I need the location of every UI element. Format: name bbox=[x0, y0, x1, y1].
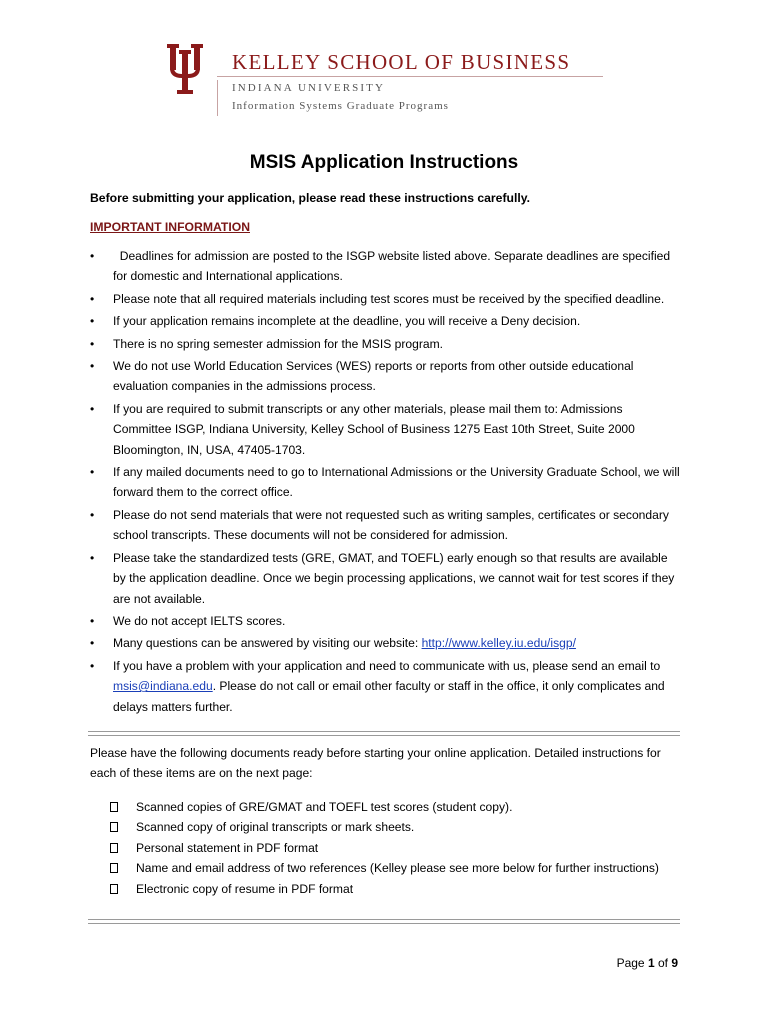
bullet-icon: • bbox=[90, 465, 95, 480]
list-item: • If any mailed documents need to go to International Admissions or the University Graduate School, we will forward them to the correct office. bbox=[90, 462, 680, 503]
checkbox-icon bbox=[110, 884, 118, 894]
school-name: KELLEY SCHOOL OF BUSINESS bbox=[232, 50, 571, 74]
bullet-icon: • bbox=[90, 249, 95, 263]
list-item: • If you are required to submit transcripts or any other materials, please mail them to: Admissions Committee ISGP, Indiana University, Kelley School of Business 1275 East 10th Street, Suite 2000 Bloomington, IN, USA, 47405-1703. bbox=[90, 399, 680, 460]
checklist-item: Personal statement in PDF format bbox=[110, 838, 670, 858]
website-link[interactable]: http://www.kelley.iu.edu/isgp/ bbox=[421, 636, 576, 651]
documents-checklist bbox=[110, 797, 670, 899]
bullet-icon: • bbox=[90, 359, 95, 374]
email-link[interactable]: msis@indiana.edu bbox=[113, 679, 213, 694]
list-item: • We do not use World Education Services (WES) reports or reports from other outside educational evaluation companies in the admissions process. bbox=[90, 356, 680, 397]
bullet-icon: • bbox=[90, 314, 95, 329]
bullet-icon: • bbox=[90, 658, 95, 673]
checklist-item: Scanned copy of original transcripts or mark sheets. bbox=[110, 817, 670, 837]
iu-trident-logo-icon bbox=[165, 44, 205, 98]
checklist-item: Scanned copies of GRE/GMAT and TOEFL test scores (student copy). bbox=[110, 797, 670, 817]
page-number: Page 1 of 9 bbox=[616, 956, 678, 970]
important-heading: IMPORTANT INFORMATION bbox=[90, 220, 250, 234]
header-vertical-divider bbox=[217, 80, 218, 116]
bullet-icon: • bbox=[90, 336, 95, 351]
bullet-icon: • bbox=[90, 401, 95, 416]
checkbox-icon bbox=[110, 822, 118, 832]
list-item: • Please note that all required materials including test scores must be received by the specified deadline. bbox=[90, 289, 680, 309]
checkbox-icon bbox=[110, 843, 118, 853]
checkbox-icon bbox=[110, 863, 118, 873]
bullet-icon: • bbox=[90, 550, 95, 565]
university-name: INDIANA UNIVERSITY bbox=[232, 82, 385, 94]
checklist-item: Electronic copy of resume in PDF format bbox=[110, 879, 670, 899]
list-item: • There is no spring semester admission for the MSIS program. bbox=[90, 334, 680, 354]
bullet-icon: • bbox=[90, 613, 95, 628]
page-title: MSIS Application Instructions bbox=[249, 152, 519, 173]
letterhead bbox=[165, 44, 605, 118]
list-item: • Please do not send materials that were not requested such as writing samples, certificates or secondary school transcripts. These documents will not be considered for admission. bbox=[90, 505, 680, 546]
list-item: • If you have a problem with your application and need to communicate with us, please send an email to msis@indiana.edu. Please do not call or email other faculty or staff in the office, it only complicates and delays matters further. bbox=[90, 656, 680, 717]
section-divider-top bbox=[88, 731, 680, 736]
documents-intro: Please have the following documents ready before starting your online application. Detailed instructions for each of these items are on the next page: bbox=[90, 746, 661, 781]
list-item: • If your application remains incomplete at the deadline, you will receive a Deny decision. bbox=[90, 311, 680, 331]
list-item: • Please take the standardized tests (GRE, GMAT, and TOEFL) early enough so that results are available by the application deadline. Once we begin processing applications, we cannot wait for test scores if they are not available. bbox=[90, 548, 680, 609]
list-item: • Deadlines for admission are posted to the ISGP website listed above. Separate deadlines are specified for domestic and International applications. bbox=[90, 246, 680, 287]
bullet-icon: • bbox=[90, 507, 95, 522]
section-divider-bottom bbox=[88, 919, 680, 924]
list-item: • Many questions can be answered by visiting our website: http://www.kelley.iu.edu/isgp/ bbox=[90, 633, 680, 653]
checkbox-icon bbox=[110, 802, 118, 812]
header-divider bbox=[217, 76, 603, 77]
bullet-icon: • bbox=[90, 636, 95, 651]
intro-text: Before submitting your application, please read these instructions carefully. bbox=[90, 191, 530, 205]
important-info-list bbox=[90, 246, 680, 717]
bullet-icon: • bbox=[90, 291, 95, 306]
program-name: Information Systems Graduate Programs bbox=[232, 100, 449, 112]
list-item: • We do not accept IELTS scores. bbox=[90, 611, 680, 631]
checklist-item: Name and email address of two references (Kelley please see more below for further instructions) bbox=[110, 858, 670, 878]
